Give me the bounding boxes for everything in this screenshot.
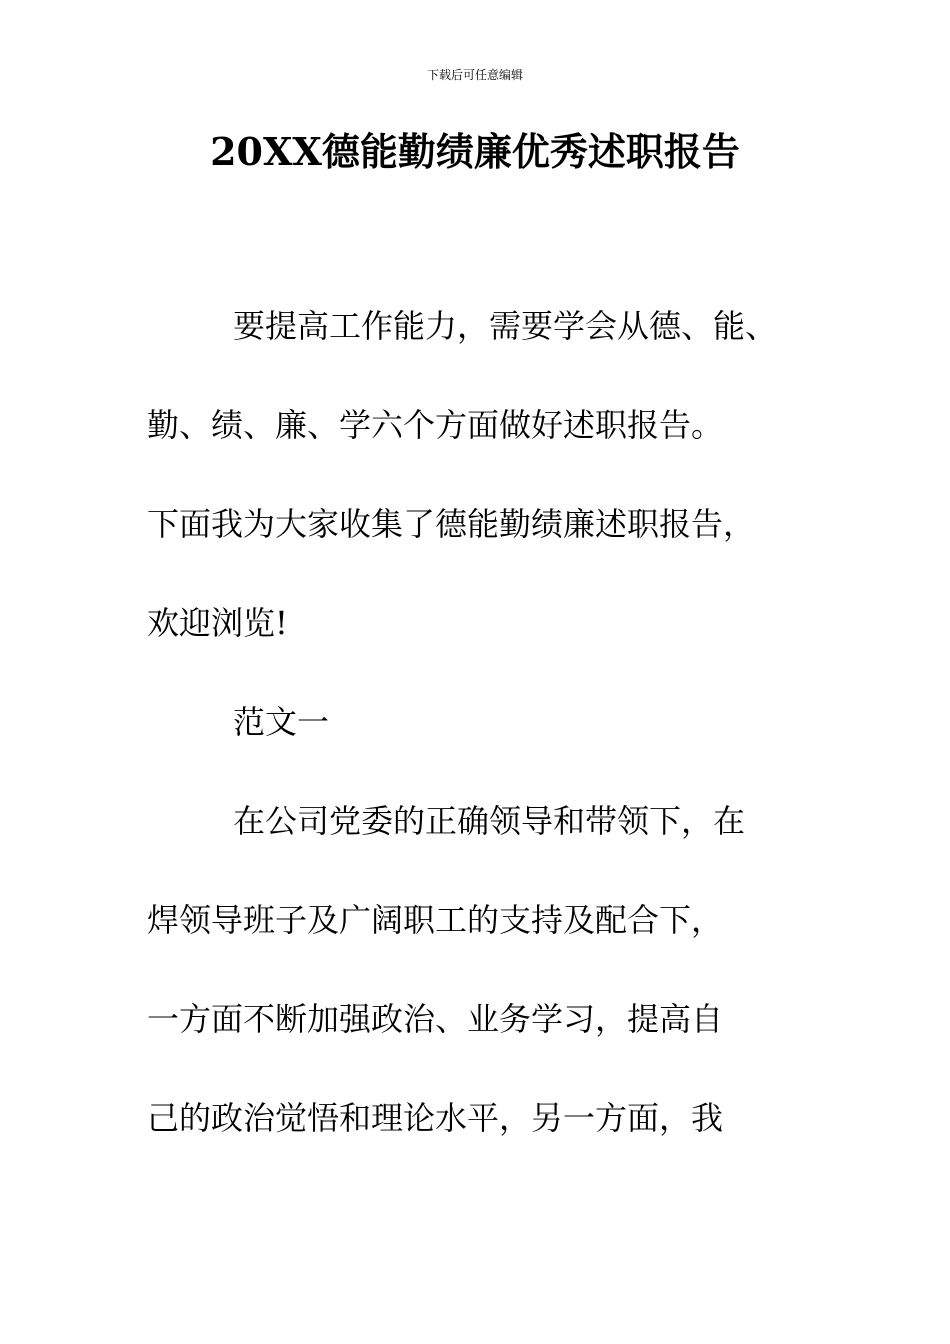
document-title: 20XX德能勤绩廉优秀述职报告 — [210, 129, 740, 174]
paragraph-line: 勤、绩、廉、学六个方面做好述职报告。 — [147, 406, 724, 444]
section-heading: 范文一 — [233, 703, 330, 741]
paragraph-line: 己的政治觉悟和理论水平，另一方面，我 — [147, 1099, 724, 1137]
header-note: 下载后可任意编辑 — [426, 68, 523, 82]
paragraph-line: 一方面不断加强政治、业务学习，提高自 — [147, 1000, 724, 1038]
paragraph-line: 在公司党委的正确领导和带领下，在 — [233, 802, 746, 840]
paragraph-line: 焊领导班子及广阔职工的支持及配合下， — [147, 901, 724, 939]
paragraph-line: 下面我为大家收集了德能勤绩廉述职报告， — [147, 505, 756, 543]
paragraph-line: 欢迎浏览! — [147, 604, 288, 642]
paragraph-line: 要提高工作能力，需要学会从德、能、 — [233, 307, 778, 345]
